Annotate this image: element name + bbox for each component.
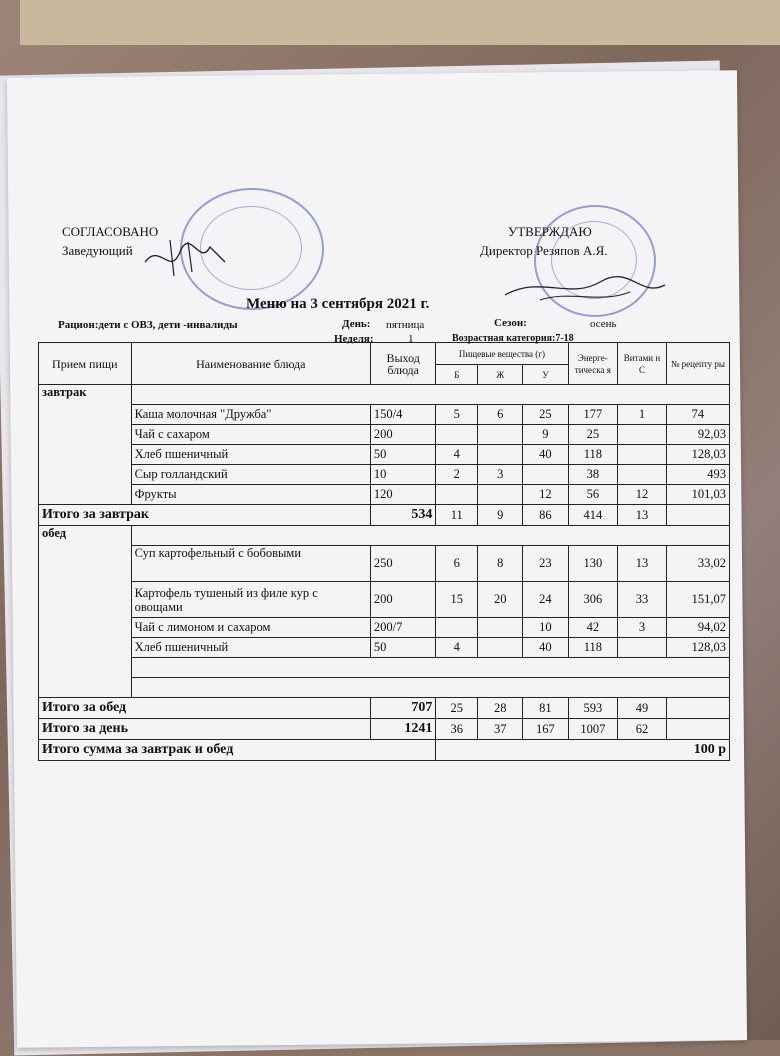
dish-recipe: 101,03 bbox=[666, 485, 729, 505]
page-title: Меню на 3 сентября 2021 г. bbox=[246, 296, 430, 312]
week-label: Неделя: bbox=[334, 333, 374, 345]
dish-protein bbox=[436, 425, 478, 445]
total-energy: 593 bbox=[568, 698, 618, 719]
dish-fat: 8 bbox=[478, 546, 523, 582]
total-recipe-empty bbox=[666, 505, 729, 526]
approval-right-role: Директор Резяпов А.Я. bbox=[480, 243, 608, 258]
total-fat: 28 bbox=[478, 698, 523, 719]
dish-protein: 5 bbox=[436, 405, 478, 425]
header-recipe: № рецепту ры bbox=[666, 343, 729, 385]
total-carbs: 86 bbox=[523, 505, 568, 526]
total-vitamin: 62 bbox=[618, 719, 667, 740]
table-row bbox=[39, 485, 730, 505]
table-row bbox=[39, 405, 730, 425]
dish-fat: 6 bbox=[478, 405, 523, 425]
dish-name: Фрукты bbox=[131, 485, 370, 505]
dish-fat: 3 bbox=[478, 465, 523, 485]
dish-protein: 6 bbox=[436, 546, 478, 582]
week-value: 1 bbox=[408, 333, 414, 345]
dish-vitamin bbox=[618, 638, 667, 658]
dish-recipe: 128,03 bbox=[666, 445, 729, 465]
dish-protein bbox=[436, 618, 478, 638]
dish-output: 50 bbox=[370, 445, 435, 465]
signature-right bbox=[500, 270, 670, 310]
header-protein: Б bbox=[436, 365, 478, 385]
dish-vitamin: 3 bbox=[618, 618, 667, 638]
header-meal: Прием пищи bbox=[39, 343, 132, 385]
total-fat: 9 bbox=[478, 505, 523, 526]
total-recipe-empty bbox=[666, 698, 729, 719]
ration-label: Рацион:дети с ОВЗ, дети -инвалиды bbox=[58, 319, 238, 331]
dish-recipe: 493 bbox=[666, 465, 729, 485]
approval-left-role: Заведующий bbox=[62, 243, 133, 258]
dish-vitamin: 1 bbox=[618, 405, 667, 425]
dish-carbs: 40 bbox=[523, 445, 568, 465]
dish-carbs: 25 bbox=[523, 405, 568, 425]
dish-protein: 2 bbox=[436, 465, 478, 485]
table-row bbox=[39, 425, 730, 445]
dish-name: Сыр голландский bbox=[131, 465, 370, 485]
dish-protein: 4 bbox=[436, 638, 478, 658]
total-output: 1241 bbox=[370, 719, 435, 740]
age-category: Возрастная категория:7-18 bbox=[452, 333, 574, 344]
dish-vitamin bbox=[618, 445, 667, 465]
approval-left-label: СОГЛАСОВАНО bbox=[62, 224, 159, 239]
total-carbs: 167 bbox=[523, 719, 568, 740]
dish-carbs: 40 bbox=[523, 638, 568, 658]
dish-energy: 130 bbox=[568, 546, 618, 582]
table-row bbox=[39, 445, 730, 465]
dish-name: Хлеб пшеничный bbox=[131, 445, 370, 465]
header-output: Выход блюда bbox=[370, 343, 435, 385]
dish-recipe: 92,03 bbox=[666, 425, 729, 445]
total-row-lunch bbox=[39, 698, 730, 719]
dish-energy: 25 bbox=[568, 425, 618, 445]
total-row-breakfast bbox=[39, 505, 730, 526]
total-label: Итого за обед bbox=[39, 698, 371, 719]
header-energy: Энерге-тическа я bbox=[568, 343, 618, 385]
dish-name: Хлеб пшеничный bbox=[131, 638, 370, 658]
season-value: осень bbox=[590, 318, 617, 330]
dish-energy: 118 bbox=[568, 638, 618, 658]
spacer-row bbox=[131, 678, 729, 698]
total-output: 707 bbox=[370, 698, 435, 719]
dish-name: Суп картофельный с бобовыми bbox=[131, 546, 370, 582]
dish-output: 200 bbox=[370, 582, 435, 618]
total-protein: 25 bbox=[436, 698, 478, 719]
dish-energy: 306 bbox=[568, 582, 618, 618]
dish-fat bbox=[478, 485, 523, 505]
dish-protein: 15 bbox=[436, 582, 478, 618]
dish-output: 200 bbox=[370, 425, 435, 445]
day-value: пятница bbox=[386, 319, 425, 331]
dish-vitamin: 13 bbox=[618, 546, 667, 582]
dish-output: 120 bbox=[370, 485, 435, 505]
day-label: День: bbox=[342, 318, 371, 330]
total-protein: 36 bbox=[436, 719, 478, 740]
header-nutrients: Пищевые вещества (г) bbox=[436, 343, 568, 365]
dish-vitamin bbox=[618, 465, 667, 485]
total-label: Итого за день bbox=[39, 719, 371, 740]
dish-fat bbox=[478, 618, 523, 638]
dish-fat bbox=[478, 445, 523, 465]
dish-carbs bbox=[523, 465, 568, 485]
dish-protein: 4 bbox=[436, 445, 478, 465]
total-fat: 37 bbox=[478, 719, 523, 740]
header-vitamin: Витами н С bbox=[618, 343, 667, 385]
dish-name: Картофель тушеный из филе кур с овощами bbox=[131, 582, 370, 618]
dish-name: Каша молочная "Дружба" bbox=[131, 405, 370, 425]
spacer-row bbox=[131, 658, 729, 678]
dish-energy: 177 bbox=[568, 405, 618, 425]
sum-label: Итого сумма за завтрак и обед bbox=[39, 740, 436, 761]
season-label: Сезон: bbox=[494, 317, 527, 329]
table-row bbox=[39, 546, 730, 582]
total-recipe-empty bbox=[666, 719, 729, 740]
dish-vitamin: 33 bbox=[618, 582, 667, 618]
spacer-row bbox=[131, 385, 729, 405]
dish-carbs: 24 bbox=[523, 582, 568, 618]
total-row-day bbox=[39, 719, 730, 740]
dish-protein bbox=[436, 485, 478, 505]
dish-vitamin: 12 bbox=[618, 485, 667, 505]
total-vitamin: 13 bbox=[618, 505, 667, 526]
dish-fat bbox=[478, 425, 523, 445]
table-row bbox=[39, 638, 730, 658]
meal-breakfast-label: завтрак bbox=[39, 385, 132, 505]
total-row-sum bbox=[39, 740, 730, 761]
table-row bbox=[39, 582, 730, 618]
dish-fat: 20 bbox=[478, 582, 523, 618]
dish-energy: 42 bbox=[568, 618, 618, 638]
total-label: Итого за завтрак bbox=[39, 505, 371, 526]
total-energy: 1007 bbox=[568, 719, 618, 740]
header-carbs: У bbox=[523, 365, 568, 385]
header-dish: Наименование блюда bbox=[131, 343, 370, 385]
menu-table bbox=[38, 342, 730, 761]
dish-energy: 56 bbox=[568, 485, 618, 505]
dish-recipe: 151,07 bbox=[666, 582, 729, 618]
dish-energy: 118 bbox=[568, 445, 618, 465]
dish-recipe: 128,03 bbox=[666, 638, 729, 658]
dish-output: 50 bbox=[370, 638, 435, 658]
table-row bbox=[39, 618, 730, 638]
dish-carbs: 12 bbox=[523, 485, 568, 505]
dish-recipe: 33,02 bbox=[666, 546, 729, 582]
total-vitamin: 49 bbox=[618, 698, 667, 719]
dish-carbs: 23 bbox=[523, 546, 568, 582]
dish-output: 250 bbox=[370, 546, 435, 582]
dish-recipe: 74 bbox=[666, 405, 729, 425]
meal-lunch-label: обед bbox=[39, 526, 132, 698]
spacer-row bbox=[131, 526, 729, 546]
dish-carbs: 9 bbox=[523, 425, 568, 445]
total-output: 534 bbox=[370, 505, 435, 526]
approval-right-label: УТВЕРЖДАЮ bbox=[508, 224, 592, 239]
total-carbs: 81 bbox=[523, 698, 568, 719]
dish-carbs: 10 bbox=[523, 618, 568, 638]
dish-energy: 38 bbox=[568, 465, 618, 485]
dish-output: 200/7 bbox=[370, 618, 435, 638]
total-protein: 11 bbox=[436, 505, 478, 526]
dish-output: 150/4 bbox=[370, 405, 435, 425]
dish-recipe: 94,02 bbox=[666, 618, 729, 638]
dish-name: Чай с сахаром bbox=[131, 425, 370, 445]
total-energy: 414 bbox=[568, 505, 618, 526]
table-row bbox=[39, 465, 730, 485]
dish-name: Чай с лимоном и сахаром bbox=[131, 618, 370, 638]
dish-output: 10 bbox=[370, 465, 435, 485]
dish-vitamin bbox=[618, 425, 667, 445]
sum-value: 100 р bbox=[436, 740, 730, 761]
dish-fat bbox=[478, 638, 523, 658]
header-fat: Ж bbox=[478, 365, 523, 385]
